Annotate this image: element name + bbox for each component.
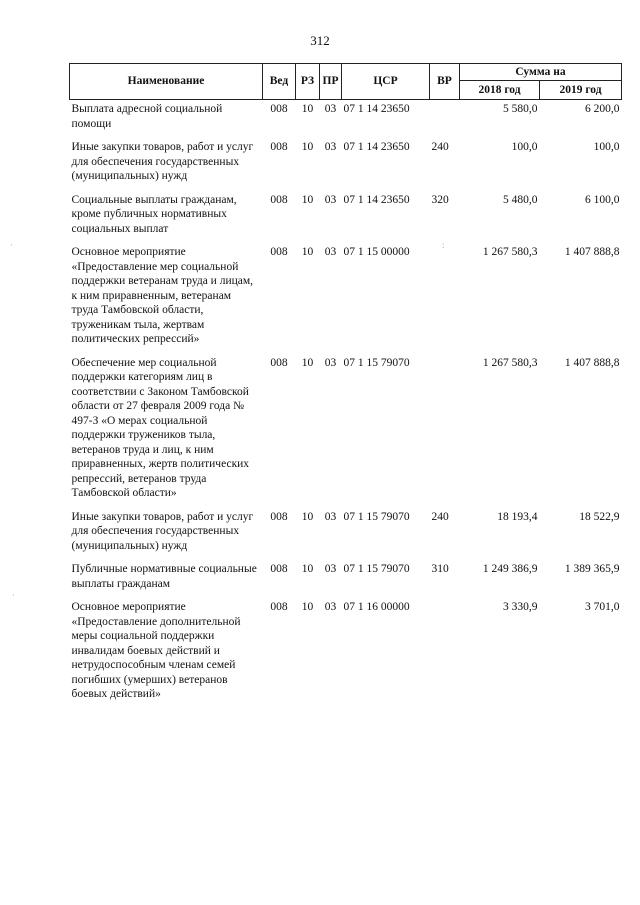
cell-sum-2018: 5 480,0: [503, 193, 538, 206]
cell-rz: 10: [301, 141, 314, 153]
cell-ved: 008: [270, 193, 288, 206]
cell-pr: 03: [324, 141, 337, 153]
cell-sum-2019: 6 100,0: [585, 193, 620, 206]
cell-ved: 008: [270, 246, 288, 258]
header-csr: ЦСР: [342, 64, 430, 100]
table-row: [70, 191, 622, 244]
cell-vr: [430, 243, 460, 354]
cell-sum-2019: 100,0: [593, 141, 620, 153]
table-row: [70, 508, 622, 561]
cell-pr: 03: [324, 103, 337, 115]
cell-rz: 10: [301, 563, 314, 575]
cell-sum-2018: 100,0: [511, 141, 538, 153]
cell-vr: [430, 100, 460, 139]
header-2018: 2018 год: [460, 81, 540, 100]
cell-pr: 03: [324, 510, 337, 523]
cell-pr: 03: [324, 193, 337, 206]
scan-speck: ·: [12, 590, 15, 600]
cell-rz: 10: [301, 246, 314, 258]
budget-table: [69, 63, 622, 709]
cell-sum-2019: 1 389 365,9: [564, 563, 620, 575]
cell-vr: 310: [431, 563, 449, 575]
cell-sum-2019: 6 200,0: [585, 103, 620, 115]
cell-sum-2019: 3 701,0: [585, 601, 620, 613]
header-rz: РЗ: [296, 64, 320, 100]
cell-ved: 008: [270, 356, 288, 369]
cell-sum-2018: 1 249 386,9: [482, 563, 538, 575]
header-sum: Сумма на: [460, 64, 622, 81]
cell-name: Выплата адресной социальной помощи: [71, 103, 223, 130]
table-row: [70, 243, 622, 354]
cell-vr: 240: [431, 141, 449, 153]
cell-rz: 10: [301, 103, 314, 115]
cell-csr: 07 1 15 79070: [343, 563, 410, 575]
cell-csr: 07 1 16 00000: [343, 601, 410, 613]
cell-sum-2018: 18 193,4: [497, 510, 538, 523]
cell-csr: 07 1 14 23650: [343, 103, 410, 115]
header-2019: 2019 год: [540, 81, 622, 100]
cell-pr: 03: [324, 356, 337, 369]
header-vr: ВР: [430, 64, 460, 100]
cell-name: Основное мероприятие «Предоставление мер социальной поддержки ветеранам труда и лицам, к ним приравненным, ветеранам труда Тамбовской области, труженикам тыла, жертвам политических репрессий»: [71, 246, 254, 345]
cell-vr: [430, 598, 460, 709]
cell-pr: 03: [324, 601, 337, 613]
cell-rz: 10: [301, 601, 314, 613]
cell-vr: [430, 354, 460, 508]
cell-ved: 008: [270, 563, 288, 575]
cell-sum-2019: 18 522,9: [579, 510, 620, 523]
header-name: Наименование: [70, 64, 263, 100]
cell-sum-2018: 5 580,0: [503, 103, 538, 115]
page-number: 312: [310, 33, 330, 48]
cell-sum-2019: 1 407 888,8: [564, 356, 620, 369]
header-ved: Вед: [263, 64, 296, 100]
cell-vr: 320: [431, 193, 449, 206]
cell-csr: 07 1 15 79070: [343, 356, 410, 369]
cell-sum-2018: 1 267 580,3: [482, 246, 538, 258]
table-body: [70, 100, 622, 709]
table-row: [70, 598, 622, 709]
cell-name: Публичные нормативные социальные выплаты гражданам: [71, 563, 257, 590]
cell-ved: 008: [270, 601, 288, 613]
cell-csr: 07 1 14 23650: [343, 193, 410, 206]
cell-ved: 008: [270, 141, 288, 153]
cell-rz: 10: [301, 356, 314, 369]
cell-vr: 240: [431, 510, 449, 523]
cell-name: Обеспечение мер социальной поддержки категориям лиц в соответствии с Законом Тамбовской области от 27 февраля 2009 года № 497-З «О мерах социальной поддержки тружеников тыла, ветеранов труда и лиц, к ним приравненных, жертв политических репрессий, ветеранов труда Тамбовской области»: [71, 356, 250, 499]
cell-name: Иные закупки товаров, работ и услуг для обеспечения государственных (муниципальных) нужд: [71, 510, 254, 552]
cell-rz: 10: [301, 510, 314, 523]
header-pr: ПР: [320, 64, 342, 100]
scan-speck: :: [442, 240, 445, 250]
cell-sum-2019: 1 407 888,8: [564, 246, 620, 258]
scan-speck: ·: [10, 240, 13, 250]
table-row: [70, 100, 622, 139]
cell-pr: 03: [324, 563, 337, 575]
cell-rz: 10: [301, 193, 314, 206]
cell-csr: 07 1 15 00000: [343, 246, 410, 258]
header-row: [70, 64, 622, 81]
cell-name: Основное мероприятие «Предоставление дополнительной меры социальной поддержки инвалидам боевых действий и нетрудоспособным членам семей погибших (умерших) ветеранов боевых действий»: [71, 601, 241, 700]
cell-name: Социальные выплаты гражданам, кроме публичных нормативных социальных выплат: [71, 193, 237, 235]
table-row: [70, 138, 622, 191]
cell-sum-2018: 3 330,9: [503, 601, 538, 613]
cell-csr: 07 1 14 23650: [343, 141, 410, 153]
cell-ved: 008: [270, 510, 288, 523]
cell-sum-2018: 1 267 580,3: [482, 356, 538, 369]
cell-ved: 008: [270, 103, 288, 115]
table-row: [70, 354, 622, 508]
table-row: [70, 560, 622, 598]
cell-name: Иные закупки товаров, работ и услуг для обеспечения государственных (муниципальных) нужд: [71, 141, 254, 182]
cell-pr: 03: [324, 246, 337, 258]
cell-csr: 07 1 15 79070: [343, 510, 410, 523]
